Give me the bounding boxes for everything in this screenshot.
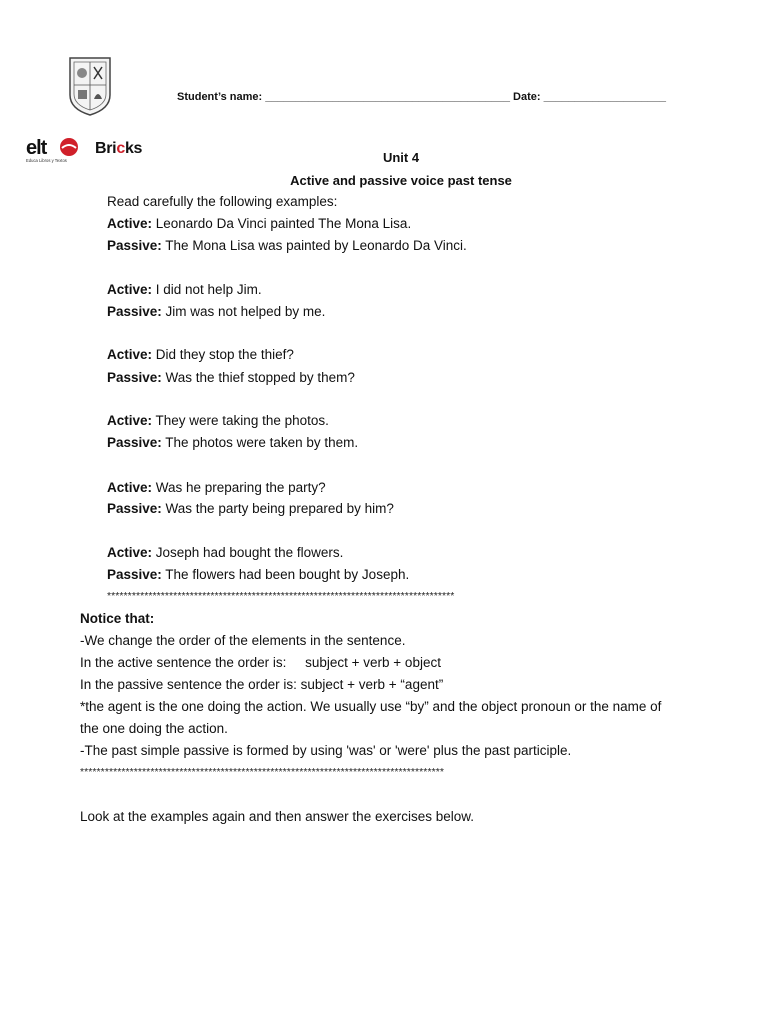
separator-bottom: **************************************************************************************** — [80, 766, 444, 778]
closing-instruction: Look at the examples again and then answer the exercises below. — [80, 809, 474, 824]
bricks-text-part: ks — [124, 140, 143, 157]
active-sentence: Did they stop the thief? — [152, 347, 294, 362]
passive-sentence: The Mona Lisa was painted by Leonardo Da Vinci. — [161, 238, 467, 253]
svg-text:elt: elt — [26, 137, 47, 159]
passive-label: Passive: — [107, 370, 162, 385]
student-info-line — [177, 91, 666, 103]
date-blank[interactable]: ____________________ — [543, 91, 666, 103]
student-name-label: Student’s name: — [177, 91, 263, 103]
example-passive — [107, 304, 325, 319]
example-passive — [107, 501, 394, 516]
date-label: Date: — [513, 91, 541, 103]
notice-line: the one doing the action. — [80, 721, 228, 736]
passive-label: Passive: — [107, 304, 162, 319]
passive-sentence: Was the party being prepared by him? — [161, 501, 394, 516]
active-sentence: Was he preparing the party? — [152, 480, 326, 495]
active-sentence: Joseph had bought the flowers. — [152, 545, 344, 560]
passive-label: Passive: — [107, 501, 162, 516]
passive-label: Passive: — [107, 238, 162, 253]
lesson-subtitle: Active and passive voice past tense — [290, 173, 512, 188]
passive-label: Passive: — [107, 435, 162, 450]
passive-sentence: The flowers had been bought by Joseph. — [161, 567, 410, 582]
notice-line: In the active sentence the order is: subject + verb + object — [80, 655, 441, 670]
school-crest-logo — [67, 55, 113, 117]
notice-line: -We change the order of the elements in the sentence. — [80, 633, 406, 648]
notice-line: In the passive sentence the order is: subject + verb + “agent” — [80, 677, 444, 692]
notice-line: *the agent is the one doing the action. We usually use “by” and the object pronoun or the name of — [80, 699, 662, 714]
example-passive — [107, 567, 409, 582]
example-active — [107, 413, 329, 428]
example-active — [107, 480, 326, 495]
passive-sentence: Was the thief stopped by them? — [161, 370, 355, 385]
unit-title: Unit 4 — [382, 150, 420, 165]
elt-tagline: Educa Libros y Textos — [26, 158, 67, 163]
passive-sentence: The photos were taken by them. — [161, 435, 359, 450]
example-passive — [107, 238, 467, 253]
notice-line: -The past simple passive is formed by using 'was' or 'were' plus the past participle. — [80, 743, 572, 758]
active-sentence: I did not help Jim. — [152, 282, 262, 297]
active-sentence: Leonardo Da Vinci painted The Mona Lisa. — [152, 216, 412, 231]
student-name-blank[interactable]: ________________________________________ — [265, 91, 510, 103]
active-label: Active: — [107, 347, 153, 362]
intro-text: Read carefully the following examples: — [107, 194, 338, 209]
active-label: Active: — [107, 282, 153, 297]
active-label: Active: — [107, 545, 153, 560]
example-active — [107, 216, 411, 231]
notice-heading: Notice that: — [80, 611, 155, 626]
example-passive — [107, 435, 358, 450]
bricks-text-part: Bri — [95, 140, 117, 157]
active-label: Active: — [107, 413, 153, 428]
separator-top: ************************************************************************************ — [107, 590, 455, 602]
example-active — [107, 347, 294, 362]
active-sentence: They were taking the photos. — [152, 413, 329, 428]
example-passive — [107, 370, 355, 385]
bricks-text-accent: c — [116, 140, 125, 157]
passive-sentence: Jim was not helped by me. — [161, 304, 326, 319]
active-label: Active: — [107, 480, 153, 495]
passive-label: Passive: — [107, 567, 162, 582]
example-active — [107, 282, 262, 297]
active-label: Active: — [107, 216, 153, 231]
example-active — [107, 545, 343, 560]
